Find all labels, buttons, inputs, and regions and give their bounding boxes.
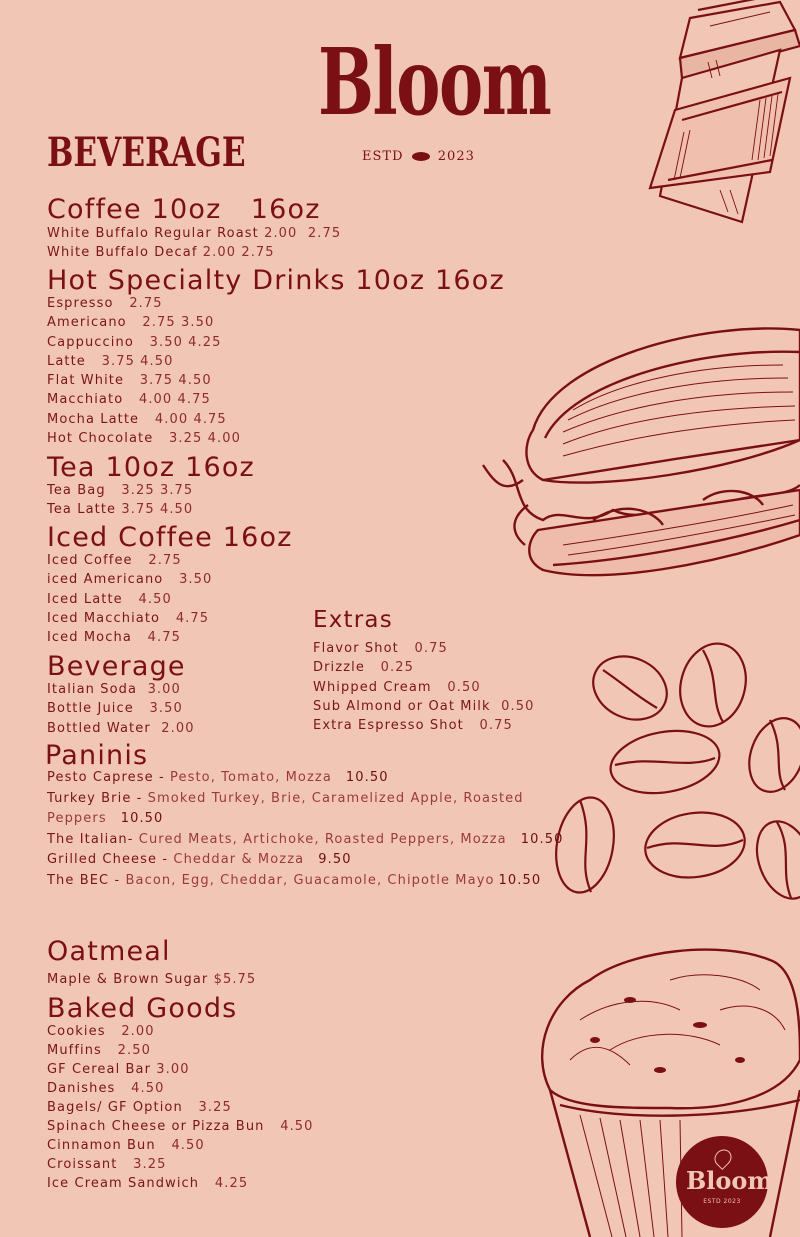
menu-item: Hot Chocolate 3.25 4.00	[47, 431, 241, 447]
menu-item: Muffins 2.50	[47, 1043, 151, 1058]
panini-item: The BEC - Bacon, Egg, Cheddar, Guacamole, Chipotle Mayo 10.50	[47, 872, 542, 888]
menu-item: Tea Bag 3.25 3.75	[47, 483, 194, 498]
oatmeal-heading: Oatmeal	[47, 936, 171, 967]
menu-item: Maple & Brown Sugar $5.75	[47, 972, 257, 987]
baked-goods-heading: Baked Goods	[47, 993, 238, 1024]
menu-item: Latte 3.75 4.50	[47, 353, 174, 369]
beverage-list	[47, 683, 195, 741]
menu-item: Espresso 2.75	[47, 296, 163, 311]
extras-list	[313, 642, 534, 738]
menu-item: Cappuccino 3.50 4.25	[47, 334, 222, 350]
menu-item: Americano 2.75 3.50	[47, 315, 215, 331]
badge-estd: ESTD 2023	[703, 1198, 741, 1205]
menu-item: Macchiato 4.00 4.75	[47, 392, 211, 408]
logo-year: 2023	[437, 149, 475, 164]
menu-item: Bottled Water 2.00	[47, 720, 195, 736]
coffee-heading: Coffee 10oz 16oz	[47, 194, 321, 225]
extras-heading: Extras	[313, 607, 393, 633]
menu-item: Iced Latte 4.50	[47, 591, 172, 607]
iced-coffee-list	[47, 554, 212, 650]
menu-item: Tea Latte 3.75 4.50	[47, 502, 194, 517]
menu-item: Iced Coffee 2.75	[47, 553, 182, 568]
menu-item: Drizzle 0.25	[313, 660, 414, 676]
logo-estd-line	[362, 149, 475, 164]
beverage-heading: Beverage	[47, 651, 186, 682]
menu-item: Whipped Cream 0.50	[313, 679, 481, 695]
panini-item: Pesto Caprese - Pesto, Tomato, Mozza 10.50	[47, 770, 389, 785]
menu-item: White Buffalo Regular Roast 2.00 2.75	[47, 226, 342, 241]
menu-item: Danishes 4.50	[47, 1081, 165, 1096]
menu-item: Mocha Latte 4.00 4.75	[47, 411, 227, 427]
menu-item: Sub Almond or Oat Milk 0.50	[313, 698, 535, 714]
paninis-list	[47, 768, 567, 891]
panini-item: The Italian- Cured Meats, Artichoke, Roasted Peppers, Mozza 10.50	[47, 831, 564, 847]
hot-drinks-list	[47, 297, 241, 451]
beverage-title: BEVERAGE	[47, 129, 246, 176]
paninis-heading: Paninis	[45, 740, 149, 771]
tea-heading: Tea 10oz 16oz	[47, 452, 255, 483]
menu-item: Spinach Cheese or Pizza Bun 4.50	[47, 1119, 314, 1134]
bloom-badge	[676, 1136, 773, 1228]
coffee-list	[47, 227, 341, 265]
menu-item: iced Americano 3.50	[47, 572, 213, 588]
panini-item: Turkey Brie - Smoked Turkey, Brie, Caramelized Apple, Roasted Peppers 10.50	[47, 790, 524, 826]
hot-drinks-heading: Hot Specialty Drinks 10oz 16oz	[47, 265, 505, 296]
badge-word: Bloom	[686, 1166, 773, 1195]
menu-item: White Buffalo Decaf 2.00 2.75	[47, 245, 275, 260]
menu-item: Cookies 2.00	[47, 1024, 155, 1039]
menu-item: Italian Soda 3.00	[47, 682, 181, 697]
baked-goods-list	[47, 1025, 314, 1196]
coffee-bean-icon	[412, 152, 430, 161]
menu-item: Croissant 3.25	[47, 1157, 167, 1172]
sandwich-illustration	[483, 320, 800, 585]
menu-item: Ice Cream Sandwich 4.25	[47, 1176, 249, 1191]
coffee-beans-illustration	[545, 640, 800, 905]
menu-item: GF Cereal Bar 3.00	[47, 1062, 190, 1077]
coffee-cup-illustration	[620, 0, 800, 230]
menu-item: Extra Espresso Shot 0.75	[313, 718, 513, 734]
iced-coffee-heading: Iced Coffee 16oz	[47, 522, 293, 553]
oatmeal-list	[47, 973, 256, 986]
menu-item: Iced Macchiato 4.75	[47, 610, 210, 626]
menu-item: Flavor Shot 0.75	[313, 641, 448, 656]
logo-estd: ESTD	[362, 149, 404, 164]
bloom-logo: Bloom	[318, 28, 551, 136]
menu-item: Bottle Juice 3.50	[47, 701, 183, 717]
tea-list	[47, 484, 193, 522]
menu-item: Iced Mocha 4.75	[47, 630, 181, 646]
menu-item: Bagels/ GF Option 3.25	[47, 1100, 232, 1115]
panini-item: Grilled Cheese - Cheddar & Mozza 9.50	[47, 852, 352, 867]
menu-item: Cinnamon Bun 4.50	[47, 1138, 205, 1153]
menu-item: Flat White 3.75 4.50	[47, 373, 212, 389]
